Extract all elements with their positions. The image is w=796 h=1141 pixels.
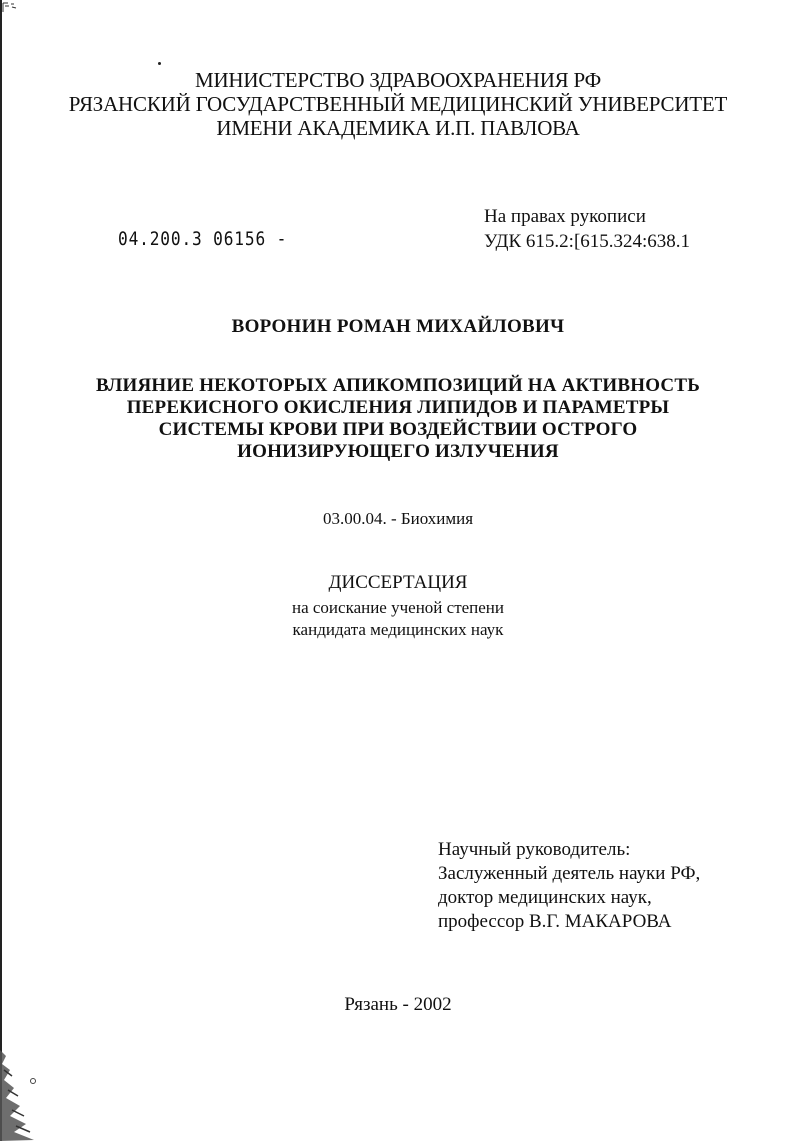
author-name: ВОРОНИН РОМАН МИХАЙЛОВИЧ — [231, 316, 565, 337]
title-line-4: ИОНИЗИРУЮЩЕГО ИЗЛУЧЕНИЯ — [237, 441, 559, 462]
title-line-3: СИСТЕМЫ КРОВИ ПРИ ВОЗДЕЙСТВИИ ОСТРОГО — [158, 419, 638, 440]
dissertation-degree-line-1: на соискание ученой степени — [291, 598, 505, 617]
scan-corner-mark — [2, 2, 18, 14]
title-line-1: ВЛИЯНИЕ НЕКОТОРЫХ АПИКОМПОЗИЦИЙ НА АКТИВНОСТЬ — [96, 375, 700, 396]
dissertation-degree-line-2: кандидата медицинских наук — [292, 620, 504, 639]
scan-speck — [158, 62, 161, 65]
registration-stamp: 04.200.3 06156 - — [118, 228, 288, 250]
supervisor-block — [438, 838, 700, 934]
named-after-line: ИМЕНИ АКАДЕМИКА И.П. ПАВЛОВА — [216, 116, 580, 140]
ministry-line: МИНИСТЕРСТВО ЗДРАВООХРАНЕНИЯ РФ — [194, 68, 602, 92]
scan-noise — [0, 1050, 60, 1141]
scan-edge — [0, 0, 2, 1141]
dissertation-heading: ДИССЕРТАЦИЯ — [328, 572, 468, 593]
supervisor-title-1: Заслуженный деятель науки РФ, — [438, 863, 701, 884]
title-line-2: ПЕРЕКИСНОГО ОКИСЛЕНИЯ ЛИПИДОВ И ПАРАМЕТРЫ — [126, 397, 670, 418]
supervisor-title-2: доктор медицинских наук, — [438, 887, 652, 908]
supervisor-name: профессор В.Г. МАКАРОВА — [438, 911, 672, 932]
city-year: Рязань - 2002 — [344, 994, 452, 1015]
university-line: РЯЗАНСКИЙ ГОСУДАРСТВЕННЫЙ МЕДИЦИНСКИЙ УНИВЕРСИТЕТ — [68, 92, 728, 116]
rights-label: На правах рукописи — [484, 206, 646, 227]
specialty: 03.00.04. - Биохимия — [322, 509, 474, 528]
supervisor-label: Научный руководитель: — [438, 839, 631, 860]
rights-block — [484, 204, 690, 254]
udk-code: УДК 615.2:[615.324:638.1 — [484, 231, 691, 252]
